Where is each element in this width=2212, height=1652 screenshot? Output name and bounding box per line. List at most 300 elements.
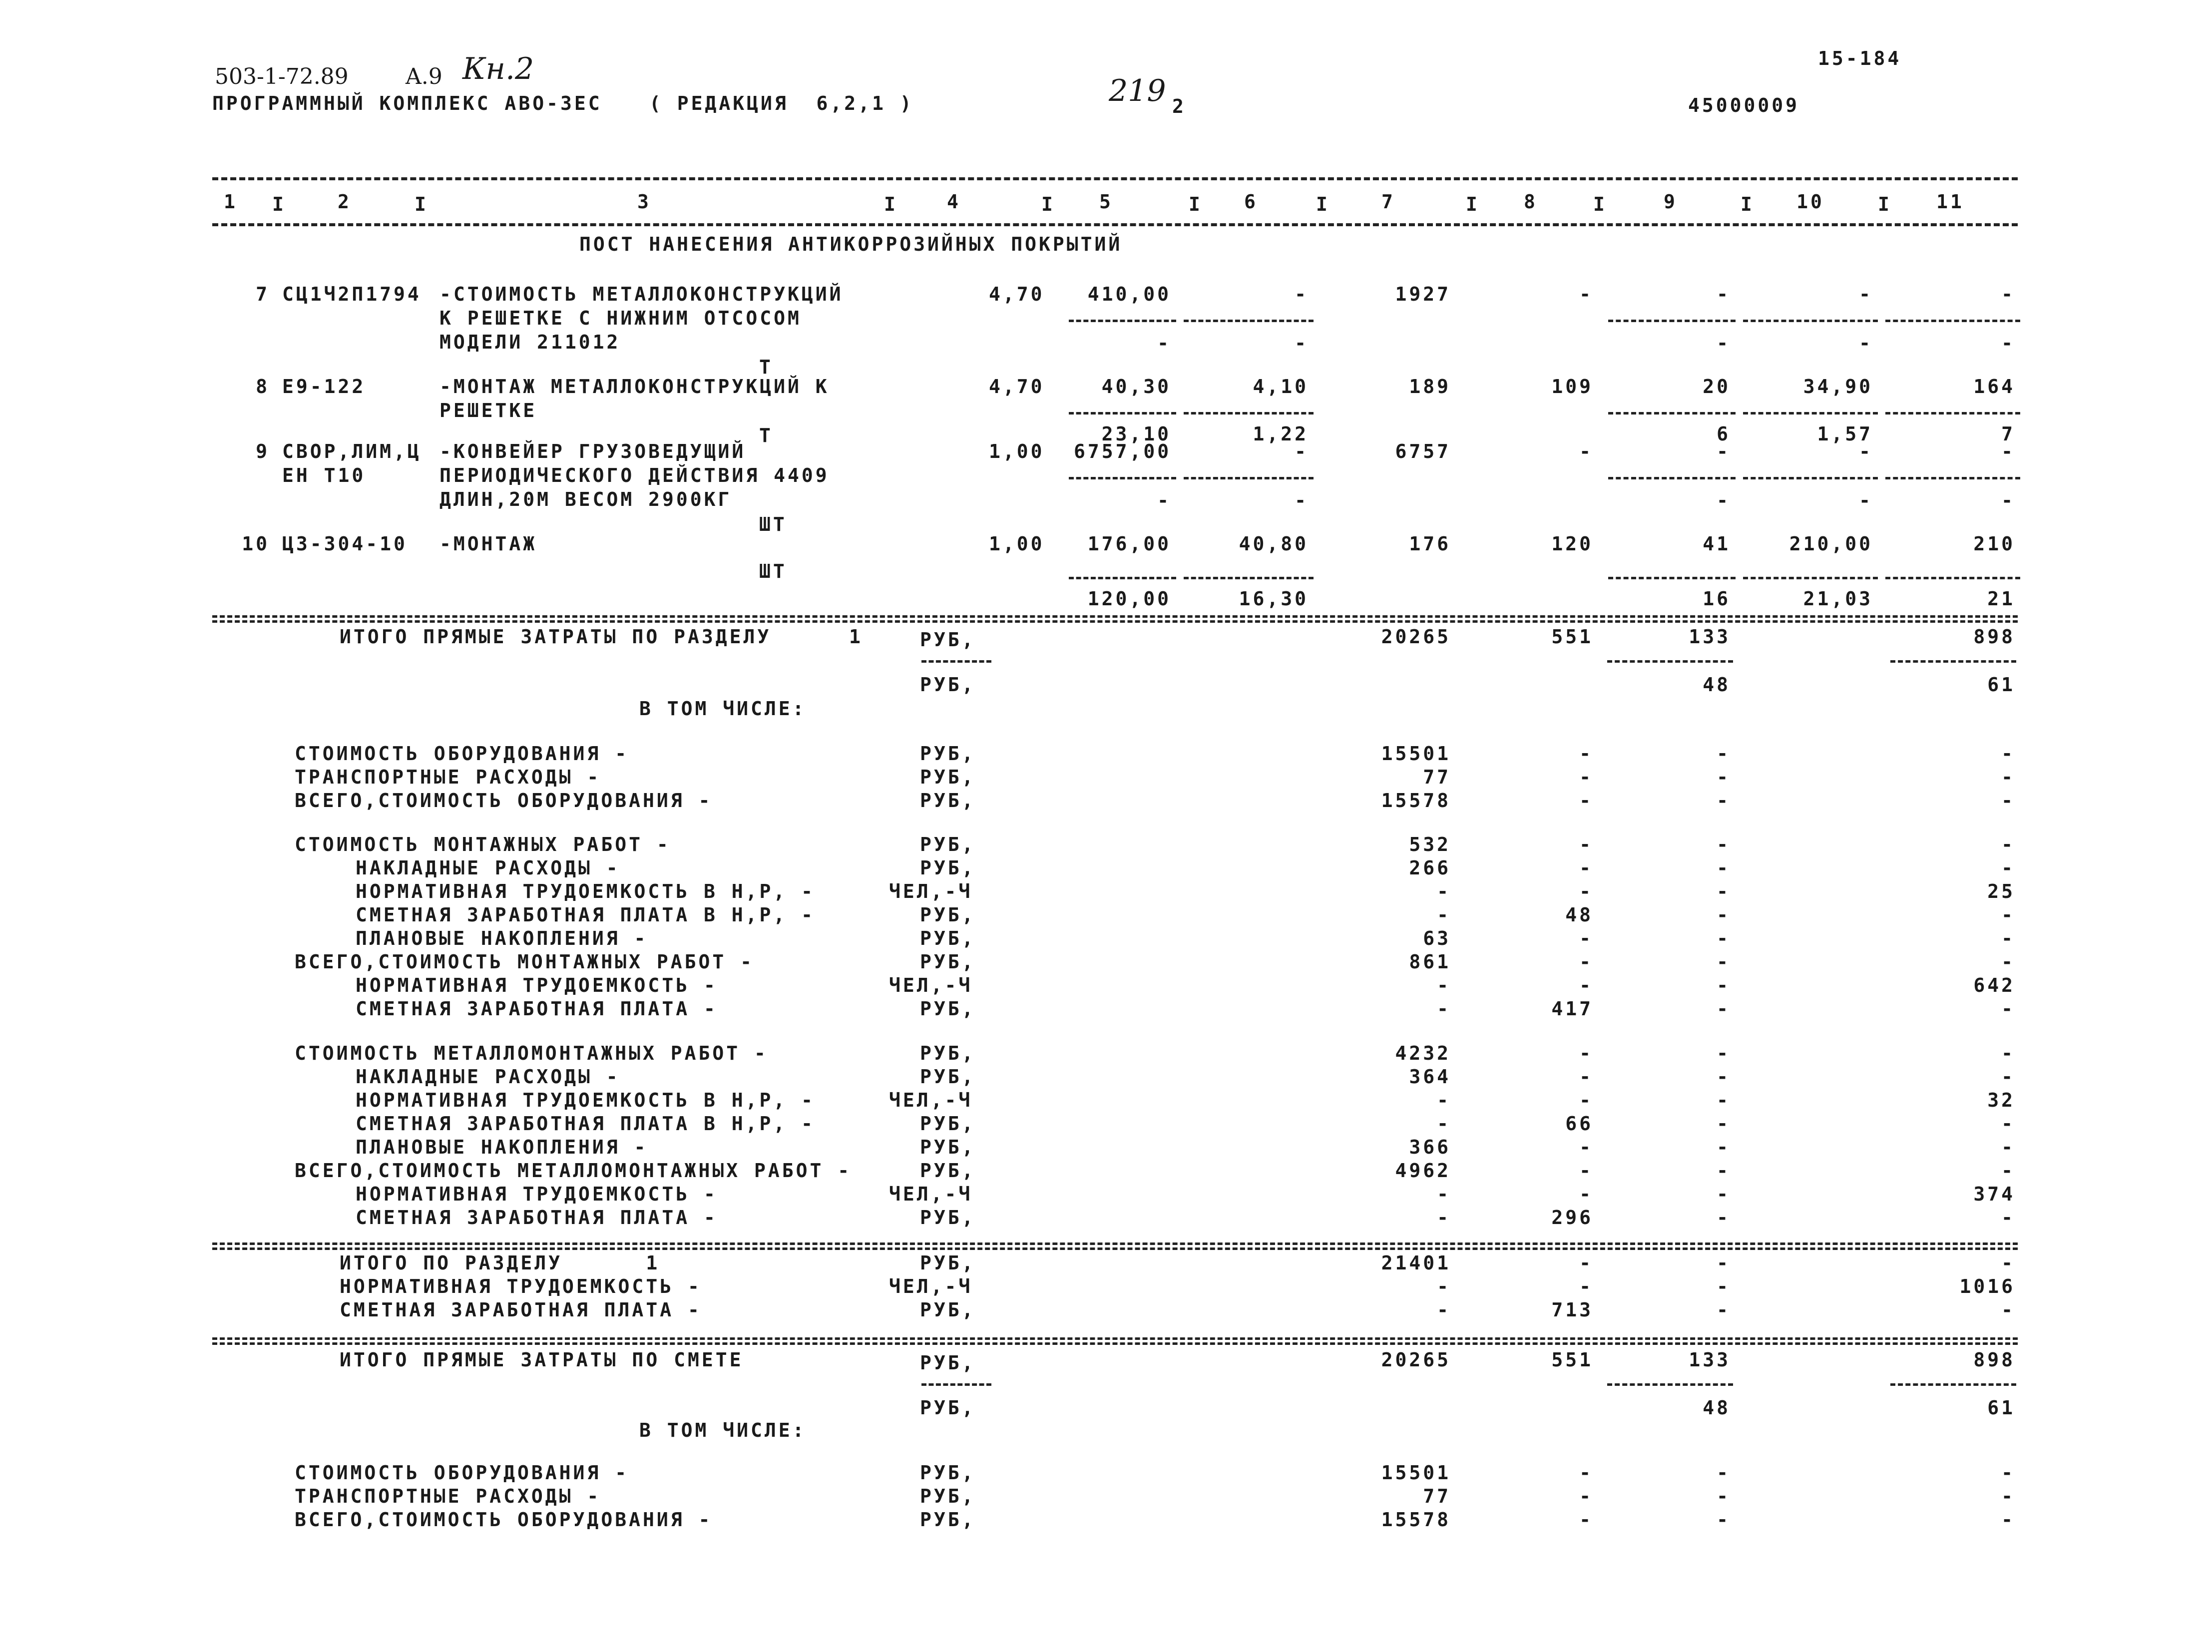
entry-c6: 4,10 [1253,376,1309,398]
column-header-11: 11 [1936,191,1964,213]
breakdown-unit: РУБ, [920,1207,976,1229]
entry-unit: Т [759,424,773,446]
entry-underline-c5 [1069,477,1176,479]
breakdown-c9: - [1717,1207,1731,1229]
breakdown-unit: РУБ, [920,790,976,812]
breakdown-c9: - [1717,1089,1731,1111]
breakdown-label: ТРАНСПОРТНЫЕ РАСХОДЫ - [295,766,601,788]
breakdown-unit: ЧЕЛ,-Ч [889,880,973,902]
entry-number: 7 [256,283,270,305]
entry-description: -МОНТАЖ МЕТАЛЛОКОНСТРУКЦИЙ К [440,376,830,398]
section-total-rule-top [212,615,2018,618]
entry-c9b: - [1717,332,1731,354]
breakdown-c7: 861 [1409,951,1451,973]
summary-label: СМЕТНАЯ ЗАРАБОТНАЯ ПЛАТА - [340,1299,702,1321]
entry-underline-c10 [1743,320,1878,322]
entry-c5: 6757,00 [1074,440,1172,462]
section-total-unit: РУБ, [920,629,976,651]
estimate-total-c9: 133 [1689,1349,1731,1371]
breakdown-c8: 417 [1551,998,1593,1020]
page-handwritten: 219 [1109,73,1166,108]
breakdown-unit: РУБ, [920,1042,976,1064]
entry-c10: - [1859,440,1873,462]
sheet-code: 15-184 [1818,47,1902,69]
column-header-6: 6 [1244,191,1258,213]
breakdown-unit: РУБ, [920,1485,976,1507]
breakdown-c9: - [1717,790,1731,812]
breakdown-c8: - [1579,1160,1593,1182]
breakdown-c11: - [2001,743,2015,765]
entry-c7: 1927 [1395,283,1451,305]
entry-number: 10 [242,533,270,555]
entry-code: ЦЗ-304-10 [282,533,408,555]
breakdown-label: СМЕТНАЯ ЗАРАБОТНАЯ ПЛАТА В Н,Р, - [356,1113,815,1135]
breakdown-c8: - [1579,1066,1593,1088]
entry-description: ПЕРИОДИЧЕСКОГО ДЕЙСТВИЯ 4409 [440,464,830,486]
breakdown-c7: 266 [1409,857,1451,879]
entry-c10b: - [1859,332,1873,354]
entry-c7: 189 [1409,376,1451,398]
entry-underline-c6 [1184,320,1314,322]
breakdown-c9: - [1717,998,1731,1020]
breakdown-c7: 15578 [1381,1509,1451,1531]
breakdown-c7: 77 [1423,766,1451,788]
breakdown-c8: - [1579,880,1593,902]
section-total-c8: 551 [1551,626,1593,648]
column-header-8: 8 [1524,191,1538,213]
breakdown-c8: - [1579,1136,1593,1158]
breakdown-c11: - [2001,951,2015,973]
breakdown-label: СМЕТНАЯ ЗАРАБОТНАЯ ПЛАТА - [356,1207,718,1229]
breakdown-c7: 4232 [1395,1042,1451,1064]
breakdown-c11: - [2001,927,2015,949]
breakdown-c7: 532 [1409,833,1451,855]
summary-c7: - [1437,1275,1451,1297]
summary-c11: - [2001,1252,2015,1274]
breakdown-c11: - [2001,1113,2015,1135]
breakdown-label: СМЕТНАЯ ЗАРАБОТНАЯ ПЛАТА - [356,998,718,1020]
entry-c9: - [1717,440,1731,462]
summary-label: НОРМАТИВНАЯ ТРУДОЕМКОСТЬ - [340,1275,702,1297]
breakdown-c7: - [1437,1183,1451,1205]
summary-c9: - [1717,1299,1731,1321]
breakdown-c7: - [1437,904,1451,926]
breakdown-c11: - [2001,766,2015,788]
breakdown-c11: - [2001,1066,2015,1088]
breakdown-c7: 366 [1409,1136,1451,1158]
breakdown-label: НОРМАТИВНАЯ ТРУДОЕМКОСТЬ В Н,Р, - [356,1089,815,1111]
breakdown-c8: 48 [1565,904,1593,926]
entry-c11b: - [2001,332,2015,354]
section-total-unit-2: РУБ, [920,674,976,696]
column-separator: I [1741,193,1755,215]
breakdown-unit: РУБ, [920,1113,976,1135]
summary-c11: - [2001,1299,2015,1321]
breakdown-label: ПЛАНОВЫЕ НАКОПЛЕНИЯ - [356,1136,648,1158]
entry-qty: 1,00 [989,533,1045,555]
breakdown-unit: РУБ, [920,1462,976,1484]
summary-c8: - [1579,1252,1593,1274]
column-header-5: 5 [1099,191,1113,213]
column-separator: I [884,193,898,215]
entry-underline-c11 [1885,412,2020,414]
column-separator: I [272,193,286,215]
entry-c5b: - [1157,332,1171,354]
breakdown-c7: 4962 [1395,1160,1451,1182]
entry-qty: 4,70 [989,376,1045,398]
entry-underline-c9 [1608,412,1736,414]
breakdown-label: ТРАНСПОРТНЫЕ РАСХОДЫ - [295,1485,601,1507]
breakdown-unit: РУБ, [920,857,976,879]
breakdown-label: НАКЛАДНЫЕ РАСХОДЫ - [356,857,620,879]
breakdown-c11: - [2001,1207,2015,1229]
program-title: ПРОГРАММНЫЙ КОМПЛЕКС АВО-ЗЕС [212,92,602,114]
breakdown-c11: - [2001,1042,2015,1064]
column-separator: I [415,193,429,215]
breakdown-c11: - [2001,1485,2015,1507]
entry-description: К РЕШЕТКЕ С НИЖНИМ ОТСОСОМ [440,307,802,329]
estimate-total-rule [212,1337,2018,1340]
entry-underline-c11 [1885,577,2020,579]
section-total-c7: 20265 [1381,626,1451,648]
entry-c10b: 1,57 [1817,423,1873,445]
entry-description: МОДЕЛИ 211012 [440,331,621,353]
entry-underline-c9 [1608,577,1736,579]
estimate-total-including: В ТОМ ЧИСЛЕ: [639,1419,807,1441]
breakdown-c8: - [1579,927,1593,949]
doc-code: 503-1-72.89 [215,64,349,89]
column-header-3: 3 [637,191,651,213]
entry-c11: - [2001,283,2015,305]
summary-c8: - [1579,1275,1593,1297]
breakdown-c7: 15578 [1381,790,1451,812]
entry-c9b: 16 [1703,588,1731,610]
breakdown-c8: - [1579,790,1593,812]
breakdown-unit: РУБ, [920,1136,976,1158]
entry-c11b: 21 [1987,588,2015,610]
breakdown-c11: - [2001,790,2015,812]
breakdown-c7: 364 [1409,1066,1451,1088]
breakdown-c8: - [1579,857,1593,879]
breakdown-unit: РУБ, [920,1160,976,1182]
breakdown-c11: - [2001,1509,2015,1531]
breakdown-unit: РУБ, [920,998,976,1020]
entry-underline-c11 [1885,320,2020,322]
entry-c10: 34,90 [1803,376,1873,398]
breakdown-unit: РУБ, [920,833,976,855]
estimate-total-label: ИТОГО ПРЯМЫЕ ЗАТРАТЫ ПО СМЕТЕ [340,1349,744,1371]
breakdown-label: СТОИМОСТЬ МОНТАЖНЫХ РАБОТ - [295,833,671,855]
breakdown-label: ВСЕГО,СТОИМОСТЬ ОБОРУДОВАНИЯ - [295,1509,713,1531]
entry-c11: 210 [1973,533,2015,555]
entry-unit: ШТ [759,513,787,535]
breakdown-c8: - [1579,1485,1593,1507]
entry-c11b: - [2001,489,2015,511]
column-separator: I [1189,193,1203,215]
summary-c9: - [1717,1275,1731,1297]
summary-unit: РУБ, [920,1299,976,1321]
entry-c9: 41 [1703,533,1731,555]
breakdown-c7: 63 [1423,927,1451,949]
table-top-rule [212,177,2018,180]
entry-c6: - [1295,440,1309,462]
entry-description: -МОНТАЖ [440,533,537,555]
breakdown-unit: РУБ, [920,1509,976,1531]
breakdown-unit: ЧЕЛ,-Ч [889,974,973,996]
section-total-c9b: 48 [1703,674,1731,696]
summary-unit: ЧЕЛ,-Ч [889,1275,973,1297]
breakdown-c9: - [1717,1113,1731,1135]
entry-c11: 164 [1973,376,2015,398]
entry-c10b: - [1859,489,1873,511]
entry-code: Е9-122 [282,376,366,398]
entry-underline-c5 [1069,577,1176,579]
column-separator: I [1316,193,1330,215]
entry-description: РЕШЕТКЕ [440,400,537,421]
breakdown-unit: ЧЕЛ,-Ч [889,1089,973,1111]
breakdown-c11: 642 [1973,974,2015,996]
section-total-c11: 898 [1973,626,2015,648]
breakdown-c9: - [1717,880,1731,902]
breakdown-c8: - [1579,1462,1593,1484]
summary-c8: 713 [1551,1299,1593,1321]
entry-underline-c11 [1885,477,2020,479]
column-separator: I [1878,193,1892,215]
breakdown-label: ВСЕГО,СТОИМОСТЬ МЕТАЛЛОМОНТАЖНЫХ РАБОТ - [295,1160,852,1182]
breakdown-c9: - [1717,1136,1731,1158]
entry-c8: 109 [1551,376,1593,398]
breakdown-c7: - [1437,998,1451,1020]
breakdown-label: СТОИМОСТЬ МЕТАЛЛОМОНТАЖНЫХ РАБОТ - [295,1042,768,1064]
column-separator: I [1466,193,1480,215]
entry-c5: 40,30 [1101,376,1171,398]
entry-underline-c9 [1608,477,1736,479]
entry-c5b: - [1157,489,1171,511]
entry-c10: - [1859,283,1873,305]
entry-c10: 210,00 [1789,533,1873,555]
entry-c9: - [1717,283,1731,305]
breakdown-unit: РУБ, [920,904,976,926]
entry-c6b: - [1295,489,1309,511]
breakdown-c11: - [2001,1462,2015,1484]
breakdown-c8: - [1579,766,1593,788]
summary-c7: - [1437,1299,1451,1321]
breakdown-label: СМЕТНАЯ ЗАРАБОТНАЯ ПЛАТА В Н,Р, - [356,904,815,926]
breakdown-c9: - [1717,743,1731,765]
breakdown-label: ВСЕГО,СТОИМОСТЬ ОБОРУДОВАНИЯ - [295,790,713,812]
column-header-2: 2 [338,191,352,213]
breakdown-label: ВСЕГО,СТОИМОСТЬ МОНТАЖНЫХ РАБОТ - [295,951,754,973]
breakdown-c11: - [2001,857,2015,879]
breakdown-c9: - [1717,1066,1731,1088]
breakdown-label: НАКЛАДНЫЕ РАСХОДЫ - [356,1066,620,1088]
breakdown-c8: - [1579,1183,1593,1205]
breakdown-unit: РУБ, [920,951,976,973]
section-total-c9: 133 [1689,626,1731,648]
entry-code: СЦ1Ч2П1794 [282,283,422,305]
breakdown-c7: - [1437,1207,1451,1229]
entry-description: -КОНВЕЙЕР ГРУЗОВЕДУЩИЙ [440,440,746,462]
column-header-4: 4 [947,191,961,213]
estimate-total-c8: 551 [1551,1349,1593,1371]
breakdown-c11: - [2001,904,2015,926]
page-number: 2 [1172,95,1186,117]
column-header-1: 1 [224,191,238,213]
entry-c9: 20 [1703,376,1731,398]
entry-c9b: 6 [1717,423,1731,445]
estimate-total-c11b: 61 [1987,1397,2015,1419]
entry-number: 8 [256,376,270,398]
breakdown-c11: - [2001,1136,2015,1158]
breakdown-c11: 32 [1987,1089,2015,1111]
estimate-total-c11: 898 [1973,1349,2015,1371]
entry-description: -СТОИМОСТЬ МЕТАЛЛОКОНСТРУКЦИЙ [440,283,844,305]
estimate-total-unit: РУБ, [920,1352,976,1374]
section-total-label: ИТОГО ПРЯМЫЕ ЗАТРАТЫ ПО РАЗДЕЛУ [340,626,772,648]
breakdown-c11: - [2001,833,2015,855]
breakdown-c11: 374 [1973,1183,2015,1205]
entry-c7: 176 [1409,533,1451,555]
summary-c9: - [1717,1252,1731,1274]
entry-c7: 6757 [1395,440,1451,462]
summary-label: ИТОГО ПО РАЗДЕЛУ 1 [340,1252,660,1274]
entry-unit: ШТ [759,560,787,582]
breakdown-c9: - [1717,1183,1731,1205]
doc-number: 45000009 [1688,94,1800,116]
breakdown-c8: 296 [1551,1207,1593,1229]
breakdown-unit: РУБ, [920,766,976,788]
entry-c6b: - [1295,332,1309,354]
breakdown-label: ПЛАНОВЫЕ НАКОПЛЕНИЯ - [356,927,648,949]
breakdown-c8: - [1579,1089,1593,1111]
breakdown-c8: - [1579,974,1593,996]
breakdown-unit: ЧЕЛ,-Ч [889,1183,973,1205]
entry-qty: 4,70 [989,283,1045,305]
breakdown-label: СТОИМОСТЬ ОБОРУДОВАНИЯ - [295,743,629,765]
summary-unit: РУБ, [920,1252,976,1274]
entry-underline-c5 [1069,412,1176,414]
breakdown-c7: - [1437,1089,1451,1111]
breakdown-c9: - [1717,1160,1731,1182]
entry-underline-c6 [1184,477,1314,479]
breakdown-c8: - [1579,833,1593,855]
entry-underline-c6 [1184,412,1314,414]
breakdown-unit: РУБ, [920,743,976,765]
entry-c5: 176,00 [1087,533,1171,555]
breakdown-c9: - [1717,1485,1731,1507]
breakdown-c9: - [1717,766,1731,788]
edition-label: ( РЕДАКЦИЯ 6,2,1 ) [649,92,914,114]
section-title: ПОСТ НАНЕСЕНИЯ АНТИКОРРОЗИЙНЫХ ПОКРЫТИЙ [579,233,1123,255]
breakdown-c11: - [2001,998,2015,1020]
breakdown-c11: - [2001,1160,2015,1182]
column-header-7: 7 [1381,191,1395,213]
breakdown-c9: - [1717,833,1731,855]
breakdown-c9: - [1717,1462,1731,1484]
entry-unit: Т [759,356,773,378]
breakdown-c9: - [1717,974,1731,996]
breakdown-unit: РУБ, [920,1066,976,1088]
entry-c5: 410,00 [1087,283,1171,305]
column-separator: I [1041,193,1055,215]
entry-c5b: 120,00 [1087,588,1171,610]
entry-number: 9 [256,440,270,462]
entry-underline-c5 [1069,320,1176,322]
entry-c9b: - [1717,489,1731,511]
estimate-total-c9b: 48 [1703,1397,1731,1419]
column-separator: I [1593,193,1607,215]
breakdown-c7: - [1437,880,1451,902]
breakdown-c8: 66 [1565,1113,1593,1135]
book-handwritten: Кн.2 [462,51,534,86]
breakdown-c8: - [1579,951,1593,973]
breakdown-label: НОРМАТИВНАЯ ТРУДОЕМКОСТЬ - [356,1183,718,1205]
album-label: A.9 [406,64,442,89]
estimate-total-c7: 20265 [1381,1349,1451,1371]
section-summary-rule-2 [212,1247,2018,1250]
breakdown-c9: - [1717,927,1731,949]
breakdown-label: НОРМАТИВНАЯ ТРУДОЕМКОСТЬ В Н,Р, - [356,880,815,902]
column-header-10: 10 [1796,191,1824,213]
breakdown-c8: - [1579,743,1593,765]
breakdown-c7: 77 [1423,1485,1451,1507]
section-total-c11b: 61 [1987,674,2015,696]
breakdown-c9: - [1717,904,1731,926]
breakdown-c11: 25 [1987,880,2015,902]
breakdown-c8: - [1579,1509,1593,1531]
breakdown-c9: - [1717,1509,1731,1531]
entry-qty: 1,00 [989,440,1045,462]
breakdown-c9: - [1717,951,1731,973]
entry-code: ЕН Т10 [282,464,366,486]
summary-c7: 21401 [1381,1252,1451,1274]
summary-c11: 1016 [1959,1275,2015,1297]
section-total-number: 1 [849,626,863,648]
entry-c6b: 1,22 [1253,423,1309,445]
section-total-rule-top-2 [212,620,2018,623]
entry-c11: - [2001,440,2015,462]
entry-underline-c10 [1743,577,1878,579]
entry-underline-c9 [1608,320,1736,322]
entry-c6: 40,80 [1239,533,1309,555]
section-summary-rule [212,1242,2018,1245]
breakdown-c7: 15501 [1381,1462,1451,1484]
entry-c5b: 23,10 [1101,423,1171,445]
entry-c8: 120 [1551,533,1593,555]
entry-underline-c6 [1184,577,1314,579]
breakdown-unit: РУБ, [920,927,976,949]
entry-underline-c10 [1743,477,1878,479]
entry-description: ДЛИН,20М ВЕСОМ 2900КГ [440,488,732,510]
column-header-rule [212,223,2018,226]
entry-c11b: 7 [2001,423,2015,445]
entry-c8: - [1579,283,1593,305]
breakdown-c9: - [1717,857,1731,879]
entry-underline-c10 [1743,412,1878,414]
breakdown-c7: - [1437,1113,1451,1135]
section-total-including: В ТОМ ЧИСЛЕ: [639,698,807,720]
estimate-total-unit-2: РУБ, [920,1397,976,1419]
column-header-9: 9 [1664,191,1678,213]
entry-code: СВОР,ЛИМ,Ц [282,440,422,462]
entry-c6: - [1295,283,1309,305]
breakdown-c7: - [1437,974,1451,996]
breakdown-c7: 15501 [1381,743,1451,765]
breakdown-label: СТОИМОСТЬ ОБОРУДОВАНИЯ - [295,1462,629,1484]
estimate-total-rule-2 [212,1342,2018,1345]
breakdown-c9: - [1717,1042,1731,1064]
entry-c10b: 21,03 [1803,588,1873,610]
